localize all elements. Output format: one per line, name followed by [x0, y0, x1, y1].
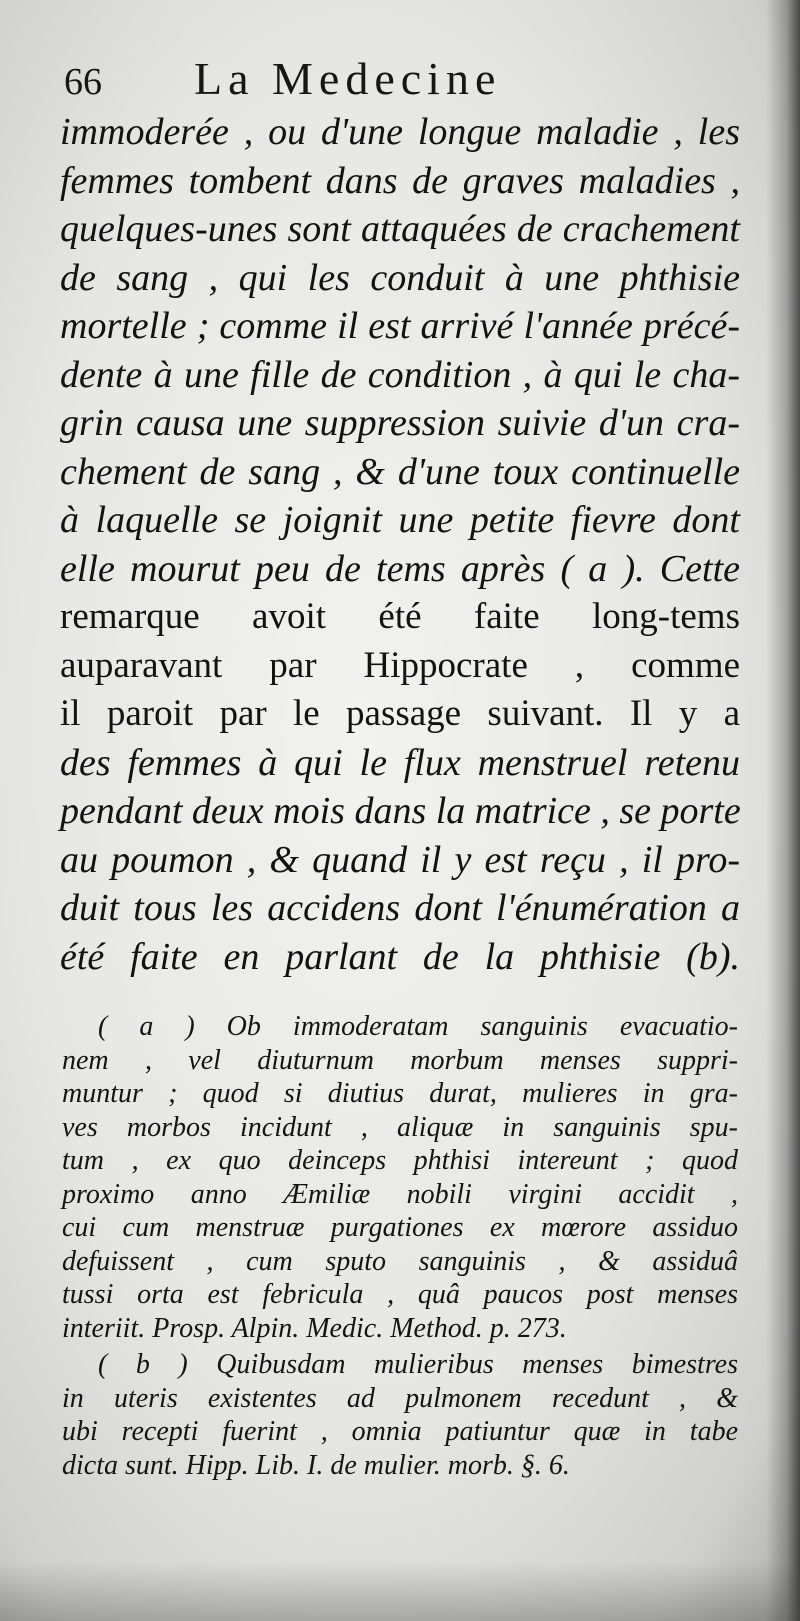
- text-line: à laquelle se joignit une petite fievre dont: [60, 499, 740, 541]
- text-line: quelques-unes sont attaquées de crachement: [60, 208, 740, 250]
- footnote-a-line: interiit. Prosp. Alpin. Medic. Method. p. 273.: [62, 1312, 567, 1344]
- text-line: pendant deux mois dans la matrice , se porte: [60, 790, 741, 832]
- footnote-b-line: ubi recepti fuerint , omnia patiuntur quæ in tabe: [62, 1416, 738, 1447]
- text-line: elle mourut peu de tems après ( a ). Cette: [60, 547, 740, 590]
- footnote-a-line: proximo anno Æmiliæ nobili virgini accidit ,: [62, 1178, 738, 1210]
- footnote-b-line: in uteris existentes ad pulmonem recedunt , &: [62, 1382, 738, 1414]
- page-number: 66: [64, 61, 102, 103]
- page-bottom-shadow: [0, 1561, 800, 1621]
- text-line: de sang , qui les conduit à une phthisie: [60, 256, 740, 299]
- footnote-a-line: ves morbos incidunt , aliquæ in sanguinis spu-: [62, 1111, 738, 1143]
- footnote-a-line: ( a ) Ob immoderatam sanguinis evacuatio-: [98, 1011, 738, 1042]
- footnote-a-line: tum , ex quo deinceps phthisi intereunt ; quod: [62, 1145, 738, 1176]
- page-header: [64, 52, 744, 108]
- footnote-a-line: defuissent , cum sputo sanguinis , & assiduâ: [62, 1245, 738, 1277]
- text-line: il paroit par le passage suivant. Il y a: [60, 693, 740, 734]
- page-edge-shadow: [766, 0, 800, 1621]
- running-title: La Medecine: [194, 53, 502, 104]
- footnote-b-line: ( b ) Quibusdam mulieribus menses bimestres: [98, 1349, 738, 1380]
- text-line: auparavant par Hippocrate , comme: [60, 644, 740, 686]
- text-line: été faite en parlant de la phthisie (b).: [60, 935, 740, 978]
- text-line: immoderée , ou d'une longue maladie , les: [60, 111, 740, 153]
- footnote-a-line: cui cum menstruæ purgationes ex mœrore assiduo: [62, 1212, 738, 1243]
- text-line: duit tous les accidens dont l'énumération a: [60, 887, 740, 929]
- main-text: [60, 108, 740, 981]
- text-line: grin causa une suppression suivie d'un cra-: [60, 402, 740, 444]
- footnote-b-line: dicta sunt. Hipp. Lib. I. de mulier. morb. §. 6.: [62, 1449, 570, 1481]
- footnotes: [62, 1010, 738, 1482]
- footnote-a-line: nem , vel diuturnum morbum menses suppri-: [62, 1044, 738, 1076]
- text-line: au poumon , & quand il y est reçu , il pro-: [60, 838, 740, 881]
- text-line: chement de sang , & d'une toux continuelle: [60, 450, 740, 493]
- footnote-a-line: muntur ; quod si diutius durat, mulieres in gra-: [62, 1078, 738, 1109]
- text-line: dente à une fille de condition , à qui le cha-: [60, 353, 740, 396]
- text-line: des femmes à qui le flux menstruel retenu: [60, 741, 740, 784]
- text-line: mortelle ; comme il est arrivé l'année précé-: [60, 305, 740, 347]
- footnote-a-line: tussi orta est febricula , quâ paucos post menses: [62, 1279, 738, 1310]
- text-line: femmes tombent dans de graves maladies ,: [60, 159, 740, 202]
- text-line: remarque avoit été faite long-tems: [60, 596, 740, 637]
